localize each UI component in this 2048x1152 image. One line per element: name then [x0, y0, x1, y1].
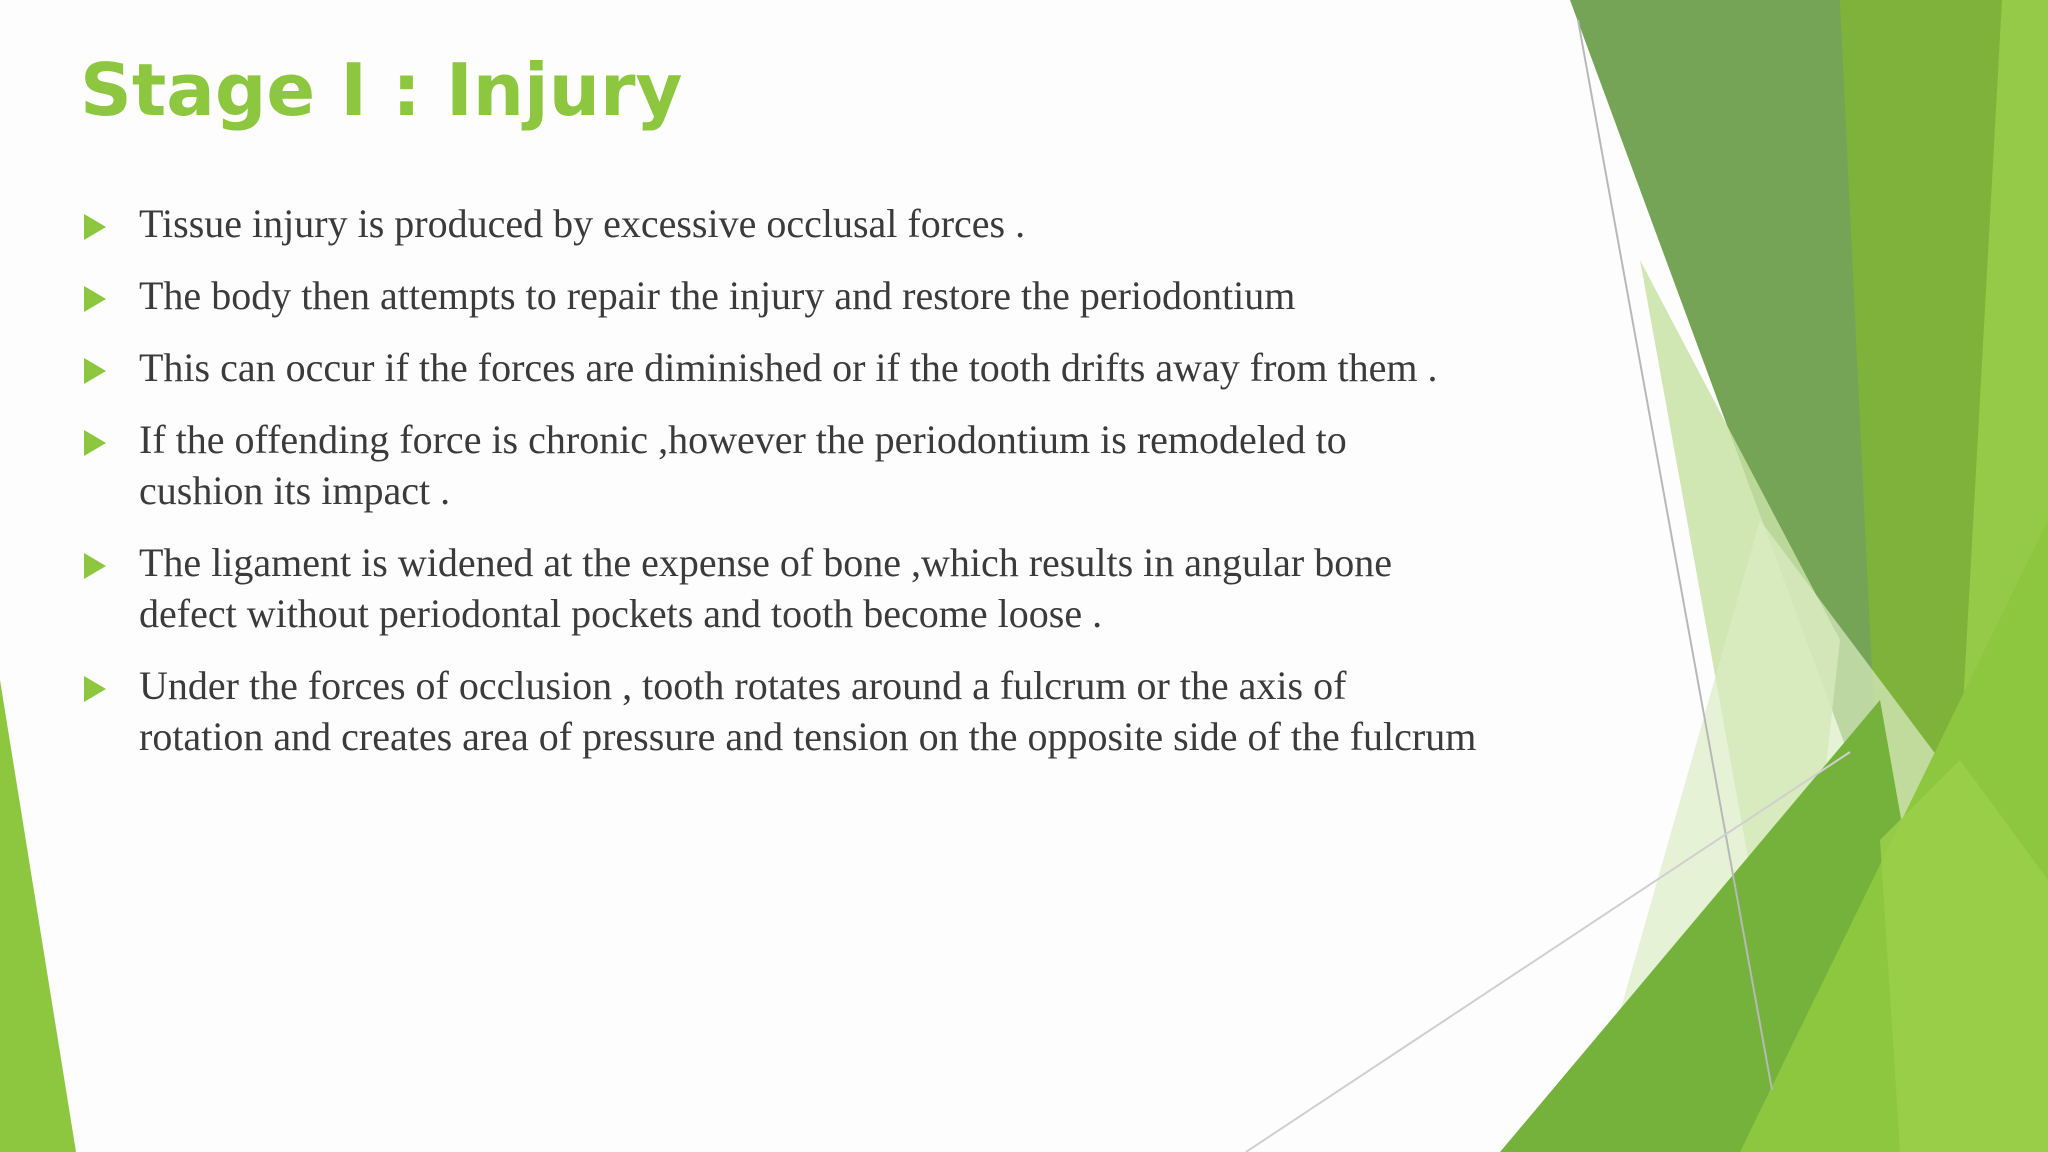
- bullet-item: [80, 414, 1480, 516]
- triangle-right-icon: [84, 430, 106, 456]
- bullet-text: Tissue injury is produced by excessive occlusal forces .: [139, 201, 1026, 246]
- bullet-text: This can occur if the forces are diminished or if the tooth drifts away from them .: [139, 345, 1438, 390]
- bullet-text: Under the forces of occlusion , tooth rotates around a fulcrum or the axis of rotation and creates area of pressure and tension on the opposite side of the fulcrum: [139, 663, 1477, 759]
- bullet-item: [80, 270, 1480, 321]
- bullet-item: [80, 537, 1480, 639]
- bullet-text: If the offending force is chronic ,however the periodontium is remodeled to cushion its impact .: [139, 417, 1347, 513]
- bullet-item: [80, 198, 1480, 249]
- bullet-text: The body then attempts to repair the injury and restore the periodontium: [139, 273, 1296, 318]
- bullet-item: [80, 660, 1480, 762]
- slide-title: Stage I : Injury: [80, 48, 683, 132]
- bullet-item: [80, 342, 1480, 393]
- triangle-right-icon: [84, 214, 106, 240]
- bullet-list: [80, 198, 1480, 783]
- triangle-right-icon: [84, 553, 106, 579]
- triangle-right-icon: [84, 358, 106, 384]
- bullet-text: The ligament is widened at the expense of bone ,which results in angular bone defect without periodontal pockets and tooth become loose .: [139, 540, 1392, 636]
- triangle-right-icon: [84, 286, 106, 312]
- left-edge-shape: [0, 680, 76, 1152]
- triangle-right-icon: [84, 676, 106, 702]
